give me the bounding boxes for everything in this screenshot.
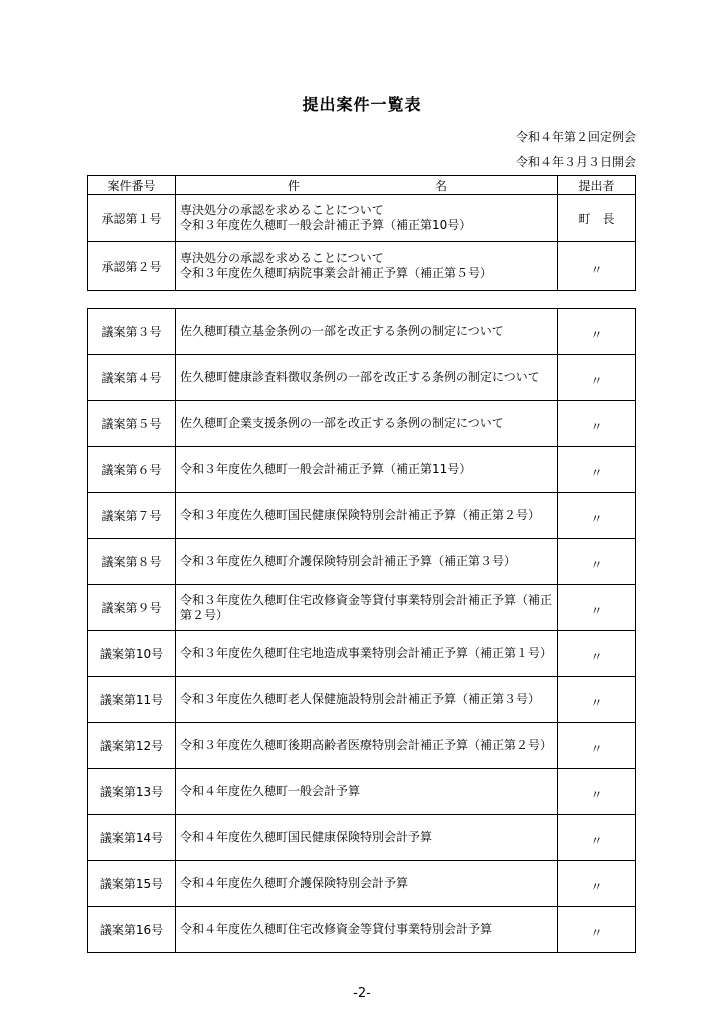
- ditto-mark: 〃: [590, 512, 603, 526]
- item-number: 承認第２号: [88, 242, 176, 291]
- item-name: [176, 195, 558, 242]
- table-row: [88, 631, 636, 677]
- item-number: 議案第12号: [88, 723, 176, 769]
- item-name: [176, 242, 558, 291]
- table-header-row: [88, 176, 636, 195]
- page-title: 提出案件一覧表: [302, 95, 422, 114]
- item-name: 佐久穂町積立基金条例の一部を改正する条例の制定について: [176, 309, 558, 355]
- item-name: 令和４年度佐久穂町国民健康保険特別会計予算: [176, 815, 558, 861]
- item-number: 議案第15号: [88, 861, 176, 907]
- item-name: 令和４年度佐久穂町住宅改修資金等貸付事業特別会計予算: [176, 907, 558, 953]
- table-row: [88, 815, 636, 861]
- table-row: [88, 309, 636, 355]
- ditto-mark: 〃: [590, 696, 603, 710]
- item-number: 承認第１号: [88, 195, 176, 242]
- item-name: 令和４年度佐久穂町一般会計予算: [176, 769, 558, 815]
- item-number: 議案第８号: [88, 539, 176, 585]
- item-name: 令和３年度佐久穂町国民健康保険特別会計補正予算（補正第２号）: [176, 493, 558, 539]
- header-name-right: 名: [434, 178, 447, 193]
- item-submitter: [558, 815, 636, 861]
- item-submitter: [558, 493, 636, 539]
- header-name-left: 件: [288, 178, 301, 193]
- item-name-line2: 令和３年度佐久穂町病院事業会計補正予算（補正第５号）: [180, 266, 493, 280]
- ditto-mark: 〃: [590, 262, 603, 277]
- item-submitter: [558, 401, 636, 447]
- table-row: [88, 769, 636, 815]
- bill-table: [87, 308, 636, 953]
- item-name-line1: 専決処分の承認を求めることについて: [180, 251, 384, 265]
- table-row: [88, 355, 636, 401]
- table-row: [88, 861, 636, 907]
- item-name: 令和３年度佐久穂町後期高齢者医療特別会計補正予算（補正第２号）: [176, 723, 558, 769]
- item-submitter: [558, 677, 636, 723]
- item-number: 議案第４号: [88, 355, 176, 401]
- ditto-mark: 〃: [590, 926, 603, 940]
- item-name: 佐久穂町健康診査料徴収条例の一部を改正する条例の制定について: [176, 355, 558, 401]
- item-number: 議案第13号: [88, 769, 176, 815]
- ditto-mark: 〃: [590, 328, 603, 342]
- table-row: [88, 539, 636, 585]
- ditto-mark: 〃: [590, 834, 603, 848]
- ditto-mark: 〃: [590, 466, 603, 480]
- item-number: 議案第６号: [88, 447, 176, 493]
- item-submitter: [558, 769, 636, 815]
- ditto-mark: 〃: [590, 788, 603, 802]
- item-submitter: [558, 631, 636, 677]
- item-number: 議案第16号: [88, 907, 176, 953]
- header-number: 案件番号: [88, 176, 176, 195]
- item-submitter: [558, 242, 636, 291]
- table-row: [88, 723, 636, 769]
- item-number: 議案第７号: [88, 493, 176, 539]
- item-submitter: [558, 539, 636, 585]
- item-number: 議案第９号: [88, 585, 176, 631]
- item-submitter: [558, 447, 636, 493]
- item-name: 令和３年度佐久穂町住宅改修資金等貸付事業特別会計補正予算（補正第２号）: [176, 585, 558, 631]
- item-number: 議案第５号: [88, 401, 176, 447]
- ditto-mark: 〃: [590, 742, 603, 756]
- item-submitter: [558, 585, 636, 631]
- table-row: [88, 195, 636, 242]
- item-submitter: [558, 309, 636, 355]
- item-name: 令和４年度佐久穂町介護保険特別会計予算: [176, 861, 558, 907]
- item-name: 令和３年度佐久穂町一般会計補正予算（補正第11号）: [176, 447, 558, 493]
- table-row: [88, 447, 636, 493]
- table-row: [88, 242, 636, 291]
- ditto-mark: 〃: [590, 650, 603, 664]
- header-name: [176, 176, 558, 195]
- table-row: [88, 401, 636, 447]
- session-label: 令和４年第２回定例会: [515, 130, 636, 144]
- ditto-mark: 〃: [590, 880, 603, 894]
- item-submitter: [558, 861, 636, 907]
- item-name: 令和３年度佐久穂町老人保健施設特別会計補正予算（補正第３号）: [176, 677, 558, 723]
- item-name-line1: 専決処分の承認を求めることについて: [180, 203, 384, 217]
- header-submitter: 提出者: [558, 176, 636, 195]
- item-name: 令和３年度佐久穂町住宅地造成事業特別会計補正予算（補正第１号）: [176, 631, 558, 677]
- item-name: 令和３年度佐久穂町介護保険特別会計補正予算（補正第３号）: [176, 539, 558, 585]
- item-submitter: [558, 907, 636, 953]
- item-name: 佐久穂町企業支援条例の一部を改正する条例の制定について: [176, 401, 558, 447]
- item-number: 議案第10号: [88, 631, 176, 677]
- item-submitter: [558, 723, 636, 769]
- table-row: [88, 493, 636, 539]
- item-number: 議案第11号: [88, 677, 176, 723]
- ditto-mark: 〃: [590, 420, 603, 434]
- item-number: 議案第14号: [88, 815, 176, 861]
- page-number: -2-: [353, 986, 371, 1001]
- approval-table: [87, 175, 636, 291]
- ditto-mark: 〃: [590, 604, 603, 618]
- ditto-mark: 〃: [590, 558, 603, 572]
- opening-date: 令和４年３月３日開会: [515, 155, 636, 169]
- table-row: [88, 585, 636, 631]
- item-submitter: [558, 355, 636, 401]
- item-number: 議案第３号: [88, 309, 176, 355]
- ditto-mark: 〃: [590, 374, 603, 388]
- table-row: [88, 907, 636, 953]
- table-row: [88, 677, 636, 723]
- item-name-line2: 令和３年度佐久穂町一般会計補正予算（補正第10号）: [180, 218, 472, 232]
- item-submitter: 町 長: [558, 195, 636, 242]
